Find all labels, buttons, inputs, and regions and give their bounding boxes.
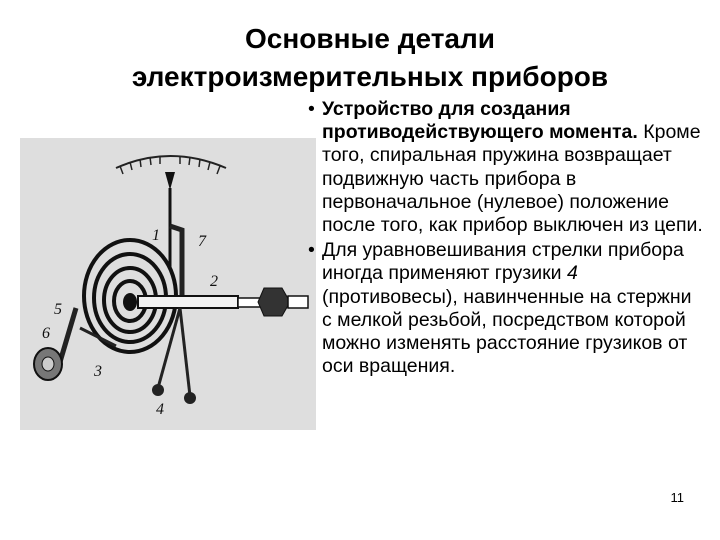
figure-label-2: 2 [210, 273, 218, 290]
figure-label-3: 3 [94, 363, 102, 380]
bullet-icon: • [308, 239, 315, 262]
bullet-list [304, 98, 704, 380]
bullet-item [304, 239, 704, 378]
figure-label-5: 5 [54, 301, 62, 318]
figure-label-7: 7 [198, 233, 206, 250]
spring-mechanism-illustration [20, 138, 316, 430]
figure-label-1: 1 [152, 227, 160, 244]
title-line-2: электроизмерительных приборов [131, 61, 609, 92]
bullet-text: (противовесы), навинченные на стержни с мелкой резьбой, посредством которой можно изменять расстояние грузиков от оси вращения. [322, 285, 692, 378]
page-number: 11 [670, 490, 684, 505]
figure-label-6: 6 [42, 325, 50, 342]
slide-title [40, 20, 700, 96]
title-line-1: Основные детали [244, 23, 496, 54]
bullet-italic-text: 4 [566, 262, 578, 285]
bullet-bold-text: Устройство для создания противодействующего момента. [322, 98, 638, 144]
spring-mechanism-drawing [20, 138, 316, 430]
bullet-text: Для уравновешивания стрелки прибора иногда применяют грузики [322, 239, 684, 285]
bullet-text: Кроме того, спиральная пружина возвращает подвижную часть прибора в первоначальное (нулевое) положение после того, как прибор выключен из цепи. [322, 121, 703, 237]
bullet-icon: • [308, 98, 315, 120]
bullet-item [304, 98, 704, 237]
figure-label-4: 4 [156, 401, 164, 418]
